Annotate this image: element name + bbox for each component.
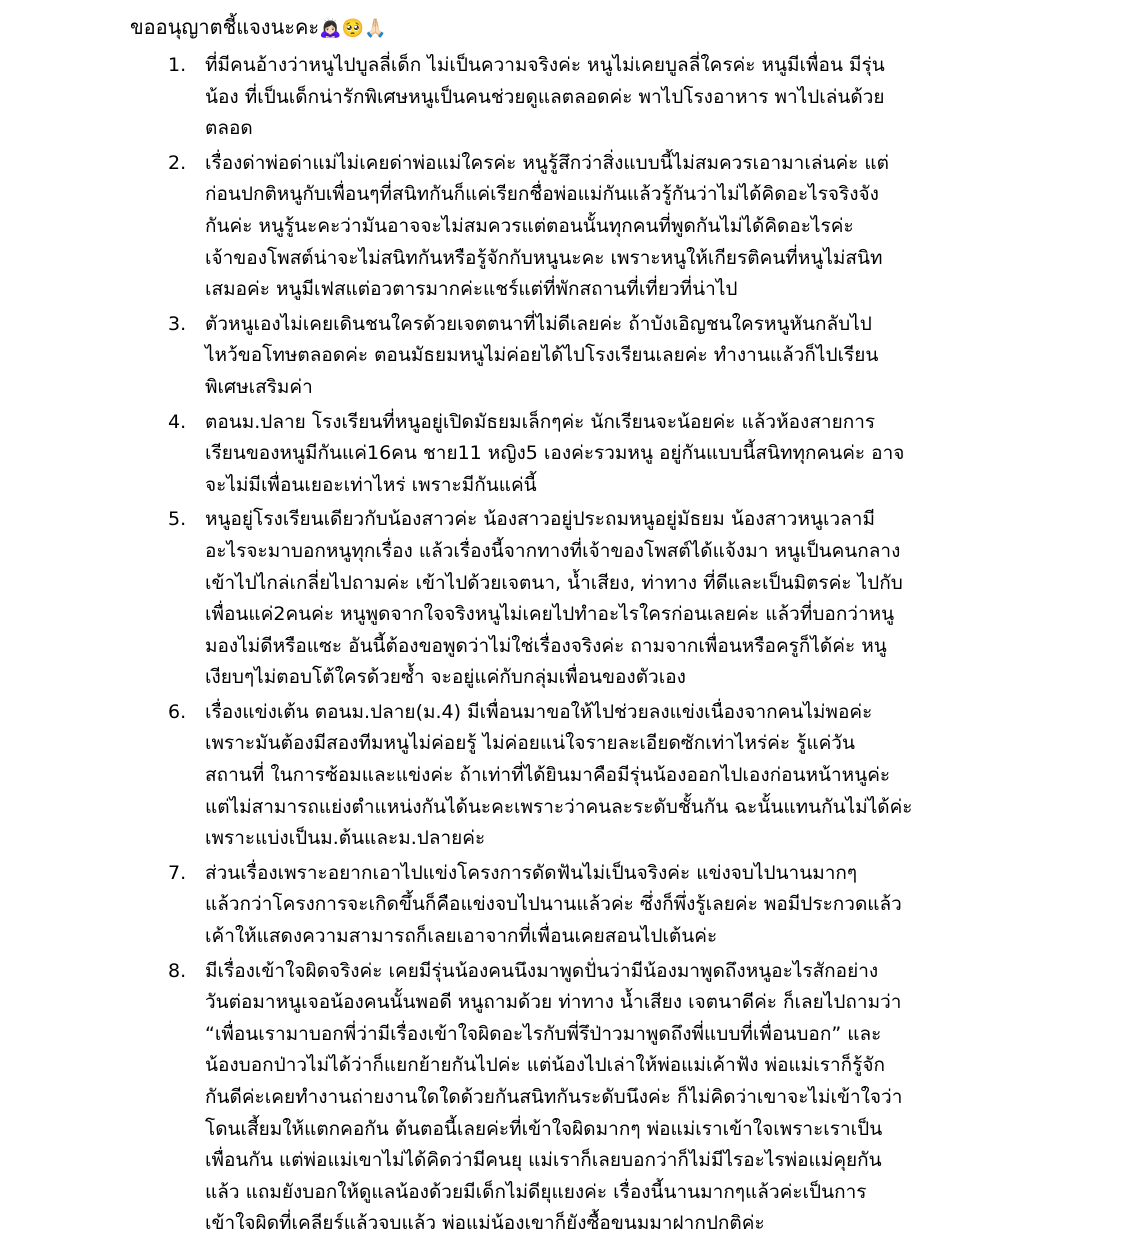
item-line: ก่อนปกติหนูกับเพื่อนๆที่สนิทกันก็แค่เรียกชื่อพ่อแม่กันแล้วรู้กันว่าไม่ได้คิดอะไรจริงจัง xyxy=(205,183,879,206)
item-line: น้อง ที่เป็นเด็กน่ารักพิเศษหนูเป็นคนช่วยดูแลตลอดค่ะ พาไปโรงอาหาร พาไปเล่นด้วย xyxy=(205,85,885,108)
item-number: 4. xyxy=(168,410,187,433)
item-line: เรียนของหนูมีกันแค่16คน ชาย11 หญิง5 เองค่ะรวมหนู อยู่กันแบบนี้สนิททุกคนค่ะ อาจ xyxy=(205,442,905,465)
list-item xyxy=(130,858,1115,953)
item-line: เข้าใจผิดที่เคลียร์แล้วจบแล้ว พ่อแม่น้องเขาก็ยังซื้อขนมมาฝากปกติค่ะ xyxy=(205,1212,765,1235)
item-number: 7. xyxy=(168,861,187,884)
item-line: เค้าให้แสดงความสามารถก็เลยเอาจากที่เพื่อนเคยสอนไปเต้นค่ะ xyxy=(205,925,718,948)
item-line: ตอนม.ปลาย โรงเรียนที่หนูอยู่เปิดมัธยมเล็กๆค่ะ นักเรียนจะน้อยค่ะ แล้วห้องสายการ xyxy=(205,410,876,433)
item-line: ที่มีคนอ้างว่าหนูไปบูลลี่เด็ก ไม่เป็นความจริงค่ะ หนูไม่เคยบูลลี่ใครค่ะ หนูมีเพื่อน มีรุ่น xyxy=(205,54,885,76)
item-line: แล้ว แถมยังบอกให้ดูแลน้องด้วยมีเด็กไม่ดียุแยงค่ะ เรื่องนี้นานมากๆแล้วค่ะเป็นการ xyxy=(205,1180,867,1203)
item-line: แล้วกว่าโครงการจะเกิดขึ้นก็คือแข่งจบไปนานแล้วค่ะ ซึ่งก็พึ่งรู้เลยค่ะ พอมีประกวดแล้ว xyxy=(205,893,902,916)
item-line: อะไรจะมาบอกหนูทุกเรื่อง แล้วเรื่องนี้จากทางที่เจ้าของโพสต์ได้แจ้งมา หนูเป็นคนกลาง xyxy=(205,539,901,562)
item-line: ตัวหนูเองไม่เคยเดินชนใครด้วยเจตตนาที่ไม่ดีเลยค่ะ ถ้าบังเอิญชนใครหนูหันกลับไป xyxy=(205,312,872,335)
item-line: เพื่อนกัน แต่พ่อแม่เขาไม่ได้คิดว่ามีคนยุ แม่เราก็เลยบอกว่าก็ไม่มีไรอะไรพ่อแม่คุยกัน xyxy=(205,1149,882,1172)
list-item xyxy=(130,407,1115,502)
item-line: เพื่อนแค่2คนค่ะ หนูพูดจากใจจริงหนูไม่เคยไปทำอะไรใครก่อนเลยค่ะ แล้วที่บอกว่าหนู xyxy=(205,603,895,626)
item-line: ส่วนเรื่องเพราะอยากเอาไปแข่งโครงการดัดฟันไม่เป็นจริงค่ะ แข่งจบไปนานมากๆ xyxy=(205,861,858,884)
item-line: มีเรื่องเข้าใจผิดจริงค่ะ เคยมีรุ่นน้องคนนึงมาพูดปั่นว่ามีน้องมาพูดถึงหนูอะไรสักอย่าง xyxy=(205,959,879,982)
heading-text: ขออนุญาตชี้แจงนะคะ xyxy=(130,15,320,39)
item-line: เพราะมันต้องมีสองทีมหนูไม่ค่อยรู้ ไม่ค่อยแน่ใจรายละเอียดซักเท่าไหร่ค่ะ รู้แค่วัน xyxy=(205,732,855,755)
item-line: เรื่องแข่งเต้น ตอนม.ปลาย(ม.4) มีเพื่อนมาขอให้ไปช่วยลงแข่งเนื่องจากคนไม่พอค่ะ xyxy=(205,700,873,723)
item-number: 1. xyxy=(168,54,187,76)
statement-list xyxy=(130,50,1115,1240)
item-line: เจ้าของโพสต์น่าจะไม่สนิทกันหรือรู้จักกับหนูนะคะ เพราะหนูให้เกียรติคนที่หนูไม่สนิท xyxy=(205,246,883,269)
item-line: ไหว้ขอโทษตลอดค่ะ ตอนมัธยมหนูไม่ค่อยได้ไปโรงเรียนเลยค่ะ ทำงานแล้วก็ไปเรียน xyxy=(205,344,879,367)
item-line: มองไม่ดีหรือแซะ อันนี้ต้องขอพูดว่าไม่ใช่เรื่องจริงค่ะ ถามจากเพื่อนหรือครูก็ได้ค่ะ หนู xyxy=(205,634,887,657)
item-line: เงียบๆไม่ตอบโต้ใครด้วยซ้ำ จะอยู่แค่กับกลุ่มเพื่อนของตัวเอง xyxy=(205,666,686,689)
item-line: แต่ไม่สามารถแย่งตำแหน่งกันได้นะคะเพราะว่าคนละระดับชั้นกัน ฉะนั้นแทนกันไม่ได้ค่ะ xyxy=(205,795,913,818)
item-number: 8. xyxy=(168,959,187,982)
item-line: เข้าไปไกล่เกลี่ยไปถามค่ะ เข้าไปด้วยเจตนา, น้ำเสียง, ท่าทาง ที่ดีและเป็นมิตรค่ะ ไปกับ xyxy=(205,571,903,594)
item-number: 2. xyxy=(168,151,187,174)
item-line: น้องบอกป่าวไม่ได้ว่าก็แยกย้ายกันไปค่ะ แต่น้องไปเล่าให้พ่อแม่เค้าฟัง พ่อแม่เราก็รู้จัก xyxy=(205,1054,886,1077)
item-line: กันดีค่ะเคยทำงานถ่ายงานใดใดด้วยกันสนิทกันระดับนึงค่ะ ก็ไม่คิดว่าเขาจะไม่เข้าใจว่า xyxy=(205,1086,903,1108)
item-line: พิเศษเสริมค่า xyxy=(205,375,313,398)
item-number: 3. xyxy=(168,312,187,335)
item-number: 6. xyxy=(168,700,187,723)
item-number: 5. xyxy=(168,508,187,531)
item-line: โดนเสี้ยมให้แตกคอกัน ต้นตอนี้เลยค่ะที่เข้าใจผิดมากๆ พ่อแม่เราเข้าใจเพราะเราเป็น xyxy=(205,1117,883,1140)
item-line: เรื่องด่าพ่อด่าแม่ไม่เคยด่าพ่อแม่ใครค่ะ หนูรู้สึกว่าสิ่งแบบนี้ไม่สมควรเอามาเล่นค่ะ แต่ xyxy=(205,151,889,174)
list-item xyxy=(130,697,1115,855)
item-line: เสมอค่ะ หนูมีเฟสแต่อวตารมากค่ะแชร์แต่ที่พักสถานที่เที่ยวที่น่าไป xyxy=(205,278,738,301)
item-line: หนูอยู่โรงเรียนเดียวกับน้องสาวค่ะ น้องสาวอยู่ประถมหนูอยู่มัธยม น้องสาวหนูเวลามี xyxy=(205,508,875,531)
statement-heading xyxy=(130,12,1115,44)
item-line: ตลอด xyxy=(205,117,253,140)
item-line: กันค่ะ หนูรู้นะคะว่ามันอาจจะไม่สมควรแต่ตอนนั้นทุกคนที่พูดกันไม่ได้คิดอะไรค่ะ xyxy=(205,214,854,237)
list-item xyxy=(130,148,1115,306)
list-item xyxy=(130,504,1115,694)
list-item xyxy=(130,309,1115,404)
item-line: เพราะแบ่งเป็นม.ต้นและม.ปลายค่ะ xyxy=(205,827,486,850)
item-line: “เพื่อนเรามาบอกพี่ว่ามีเรื่องเข้าใจผิดอะไรกับพี่รึป่าวมาพูดถึงพี่แบบที่เพื่อนบอก” และ xyxy=(205,1022,882,1045)
list-item xyxy=(130,956,1115,1240)
bowing-crying-praying-emoji-icon: 🙇🏻‍♀️🥺🙏🏻 xyxy=(319,18,387,39)
item-line: สถานที่ ในการซ้อมและแข่งค่ะ ถ้าเท่าที่ได้ยินมาคือมีรุ่นน้องออกไปเองก่อนหน้าหนูค่ะ xyxy=(205,764,891,787)
list-item xyxy=(130,50,1115,145)
item-line: วันต่อมาหนูเจอน้องคนนั้นพอดี หนูถามด้วย ท่าทาง น้ำเสียง เจตนาดีค่ะ ก็เลยไปถามว่า xyxy=(205,991,902,1014)
item-line: จะไม่มีเพื่อนเยอะเท่าไหร่ เพราะมีกันแค่นี้ xyxy=(205,473,537,496)
